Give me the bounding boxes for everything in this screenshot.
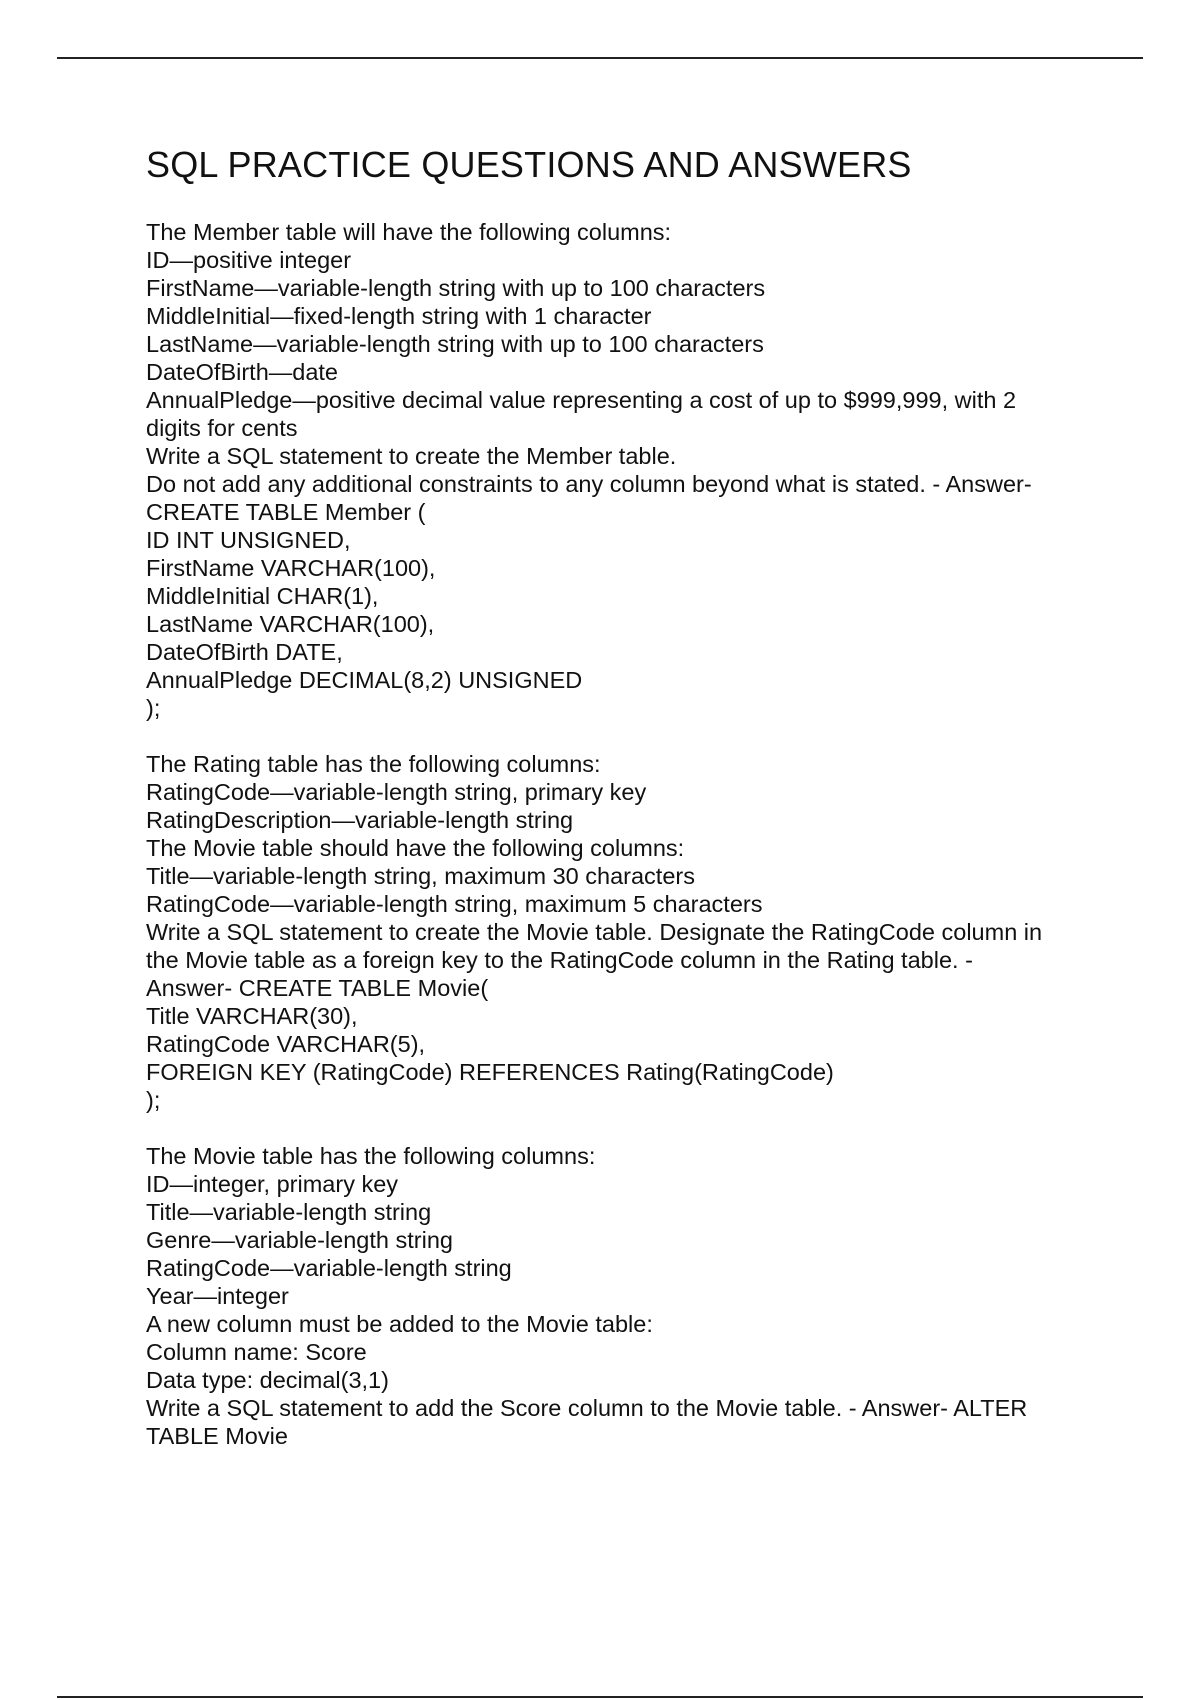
bottom-rule <box>57 1696 1143 1698</box>
text-line: DateOfBirth—date <box>146 359 339 385</box>
text-line: ID INT UNSIGNED, <box>146 527 351 553</box>
text-line: ID—integer, primary key <box>146 1171 399 1197</box>
text-line: ID—positive integer <box>146 247 352 273</box>
text-line: A new column must be added to the Movie table: <box>146 1311 653 1337</box>
text-line: Title—variable-length string <box>146 1199 432 1225</box>
text-line: MiddleInitial CHAR(1), <box>146 583 379 609</box>
question-add-score-column <box>146 1142 1106 1450</box>
text-line: AnnualPledge—positive decimal value representing a cost of up to $999,999, with 2 <box>146 387 1017 413</box>
text-line: FirstName VARCHAR(100), <box>146 555 436 581</box>
text-line: RatingCode VARCHAR(5), <box>146 1031 426 1057</box>
text-line: RatingCode—variable-length string, primary key <box>146 779 647 805</box>
text-line: Write a SQL statement to create the Member table. <box>146 443 677 469</box>
top-rule <box>57 57 1143 59</box>
text-line: LastName VARCHAR(100), <box>146 611 435 637</box>
text-line: RatingCode—variable-length string <box>146 1255 512 1281</box>
text-line: Genre—variable-length string <box>146 1227 453 1253</box>
text-line: Write a SQL statement to add the Score column to the Movie table. - Answer- ALTER <box>146 1395 1028 1421</box>
text-line: Title—variable-length string, maximum 30 characters <box>146 863 695 889</box>
document-body <box>146 142 1106 1450</box>
question-member-table <box>146 218 1106 722</box>
text-line: FirstName—variable-length string with up to 100 characters <box>146 275 766 301</box>
text-line: MiddleInitial—fixed-length string with 1 character <box>146 303 652 329</box>
text-line: ); <box>146 1087 161 1113</box>
text-line: Column name: Score <box>146 1339 367 1365</box>
text-line: TABLE Movie <box>146 1423 288 1449</box>
text-line: The Member table will have the following columns: <box>146 219 672 245</box>
text-line: CREATE TABLE Member ( <box>146 499 426 525</box>
section-gap <box>146 1114 1106 1142</box>
text-line: Write a SQL statement to create the Movie table. Designate the RatingCode column in <box>146 919 1043 945</box>
text-line: ); <box>146 695 161 721</box>
text-line: Year—integer <box>146 1283 289 1309</box>
text-line: the Movie table as a foreign key to the RatingCode column in the Rating table. - <box>146 947 973 973</box>
question-movie-table <box>146 750 1106 1114</box>
text-line: The Movie table should have the following columns: <box>146 835 685 861</box>
text-line: LastName—variable-length string with up to 100 characters <box>146 331 764 357</box>
text-line: Title VARCHAR(30), <box>146 1003 358 1029</box>
text-line: FOREIGN KEY (RatingCode) REFERENCES Rating(RatingCode) <box>146 1059 834 1085</box>
text-line: Data type: decimal(3,1) <box>146 1367 389 1393</box>
text-line: RatingCode—variable-length string, maximum 5 characters <box>146 891 763 917</box>
text-line: digits for cents <box>146 415 298 441</box>
text-line: Answer- CREATE TABLE Movie( <box>146 975 489 1001</box>
text-line: Do not add any additional constraints to any column beyond what is stated. - Answer- <box>146 471 1032 497</box>
section-gap <box>146 722 1106 750</box>
text-line: The Movie table has the following columns: <box>146 1143 596 1169</box>
text-line: DateOfBirth DATE, <box>146 639 343 665</box>
text-line: The Rating table has the following columns: <box>146 751 601 777</box>
text-line: RatingDescription—variable-length string <box>146 807 574 833</box>
page-title: SQL PRACTICE QUESTIONS AND ANSWERS <box>146 144 912 185</box>
text-line: AnnualPledge DECIMAL(8,2) UNSIGNED <box>146 667 583 693</box>
